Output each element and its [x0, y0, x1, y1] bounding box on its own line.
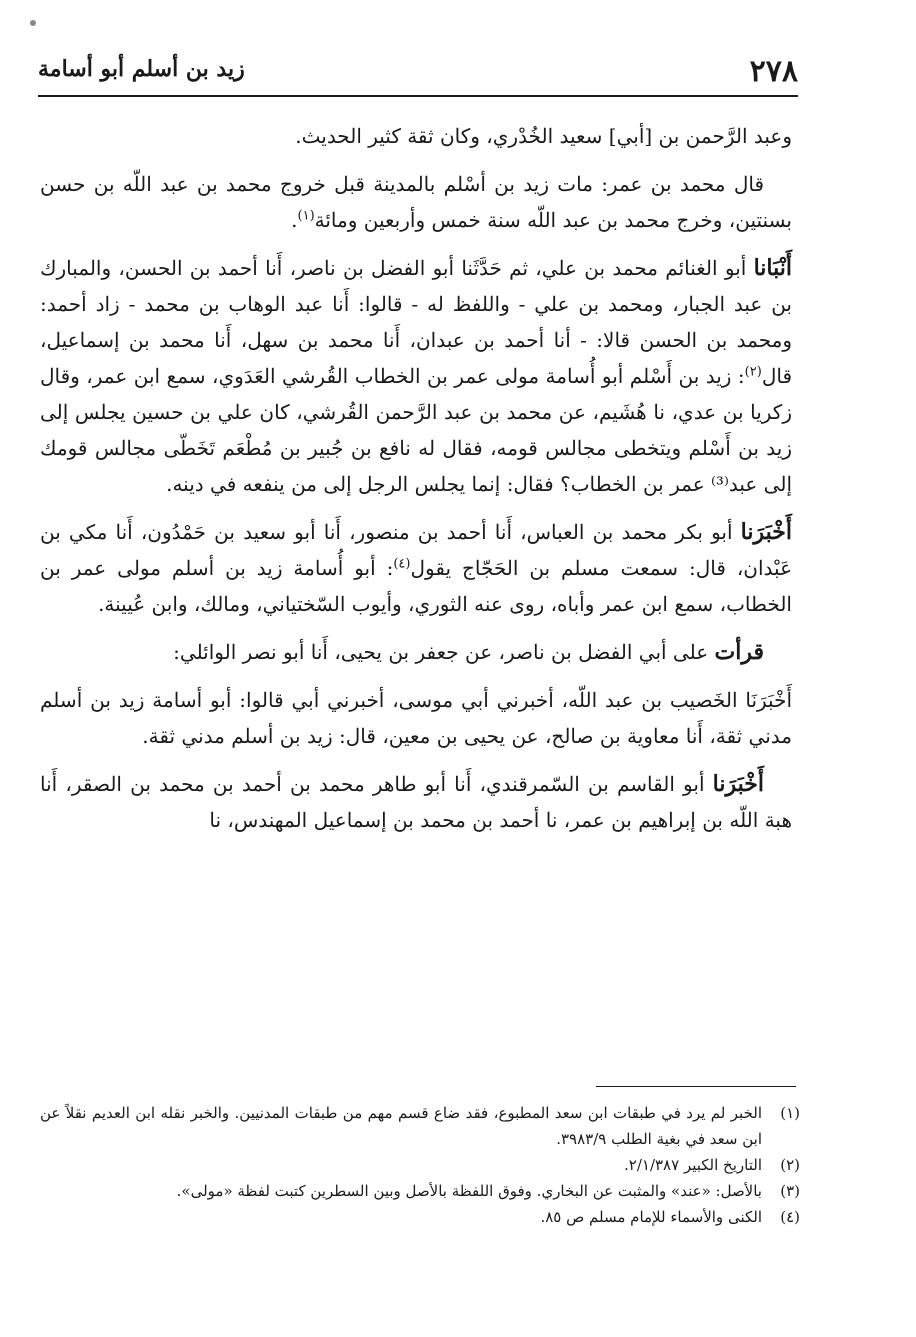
paragraph-text: أَخْبَرَنَا الخَصيب بن عبد اللّه، أخبرني أبي موسى، أخبرني أبي قالوا: أبو أسامة زيد بن أسلم مدني ثقة، أَنا معاوية بن صالح، عن يحيى بن معين، قال: زيد بن أسلم مدني ثقة.: [40, 688, 792, 748]
transmission-term: قرأت: [714, 639, 764, 665]
footnote-number: (٣): [780, 1182, 800, 1200]
transmission-term: أَنْبَانا: [753, 255, 792, 281]
paragraph-text: أبو بكر محمد بن العباس، أَنا أحمد بن منصور، أَنا أبو سعيد بن حَمْدُون، أَنا مكي بن عَبْدان، قال: سمعت مسلم بن الحَجّاج يقول: [40, 520, 793, 580]
paragraph: [40, 166, 792, 238]
transmission-term: أَخْبَرَنا: [712, 771, 764, 797]
footnote-number: (٤): [780, 1208, 800, 1226]
footnotes: [40, 1100, 800, 1230]
paragraph-text: أبو القاسم بن السّمرقندي، أَنا أبو طاهر محمد بن أحمد بن محمد بن الصقر، أَنا هبة اللّه بن إبراهيم بن عمر، نا أحمد بن محمد بن إسماعيل المهندس، نا: [40, 772, 792, 832]
footnote-number: (٢): [780, 1156, 800, 1174]
footnote: [40, 1178, 800, 1204]
paragraph-tail: : أبو أُسامة زيد بن أسلم مولى عمر بن الخطاب، سمع ابن عمر وأباه، روى عنه الثوري، وأيوب السّختياني، ومالك، وابن عُيينة.: [40, 556, 792, 616]
footnote-text: بالأصل: «عند» والمثبت عن البخاري. وفوق اللفظة بالأصل وبين السطرين كتبت لفظة «مولى».: [176, 1182, 762, 1200]
footnote-number: (١): [780, 1104, 800, 1122]
paragraph: [40, 250, 792, 502]
page-header: [38, 54, 798, 94]
footnote-ref[interactable]: (١): [297, 208, 315, 224]
paragraph-text: قال محمد بن عمر: مات زيد بن أسْلم بالمدينة قبل خروج محمد بن عبد اللّه بن حسن بسنتين، وخرج محمد بن عبد اللّه سنة خمس وأربعين ومائة: [40, 172, 792, 232]
header-rule: [38, 95, 798, 97]
page-number: ٢٧٨: [749, 54, 798, 89]
paragraph: [40, 514, 792, 622]
paragraph: [40, 682, 792, 754]
paragraph-text: أبو الغنائم محمد بن علي، ثم حَدَّثَنا أبو الفضل بن ناصر، أَنا أحمد بن الحسن، والمبارك بن عبد الجبار، ومحمد بن علي - واللفظ له - قالوا: أَنا عبد الوهاب بن محمد - زاد أحمد: ومحمد بن الحسن قالا: - أنا أحمد بن عبدان، أَنا محمد بن سهل، أَنا محمد بن إسماعيل، قال: [40, 256, 793, 388]
paragraph-text: على أبي الفضل بن ناصر، عن جعفر بن يحيى، أَنا أبو نصر الوائلي:: [173, 640, 715, 664]
footnote-ref[interactable]: (٢): [744, 364, 762, 380]
main-text: [40, 118, 792, 850]
paragraph-text: وعبد الرَّحمن بن [أبي] سعيد الخُدْري، وكان ثقة كثير الحديث.: [295, 124, 792, 148]
footnote: [40, 1152, 800, 1178]
paragraph-tail: : زيد بن أَسْلم أبو أُسامة مولى عمر بن الخطاب القُرشي العَدَوي، سمع ابن عمر، وقال زكريا بن عدي، نا هُشَيم، عن محمد بن عبد الرَّحمن القُرشي، كان علي بن حسين يجلس إلى زيد بن أَسْلم ويتخطى مجالس قومه، فقال له نافع بن جُبير بن مُطْعَم تَخَطّى مجالس قومك إلى عبد⁽³⁾ عمر بن الخطاب؟ فقال: إنما يجلس الرجل إلى من ينفعه في دينه.: [40, 364, 792, 496]
margin-mark: [30, 20, 36, 26]
paragraph: [40, 766, 792, 838]
footnote-ref[interactable]: (٤): [393, 556, 411, 572]
paragraph: [40, 118, 792, 154]
transmission-term: أَخْبَرَنا: [740, 519, 792, 545]
paragraph-tail: .: [291, 208, 298, 232]
footnote: [40, 1204, 800, 1230]
footnote-text: الكنى والأسماء للإمام مسلم ص ٨٥.: [540, 1208, 762, 1226]
footnote: [40, 1100, 800, 1152]
running-title: زيد بن أسلم أبو أسامة: [38, 56, 245, 82]
footnote-text: التاريخ الكبير ٢/١/٣٨٧.: [624, 1156, 762, 1174]
footnote-text: الخبر لم يرد في طبقات ابن سعد المطبوع، فقد ضاع قسم مهم من طبقات المدنيين. والخبر نقله ابن العديم نقلاً عن ابن سعد في بغية الطلب ٣٩٨٣/٩.: [40, 1104, 762, 1148]
footnote-separator: [596, 1086, 796, 1087]
paragraph: [40, 634, 792, 670]
